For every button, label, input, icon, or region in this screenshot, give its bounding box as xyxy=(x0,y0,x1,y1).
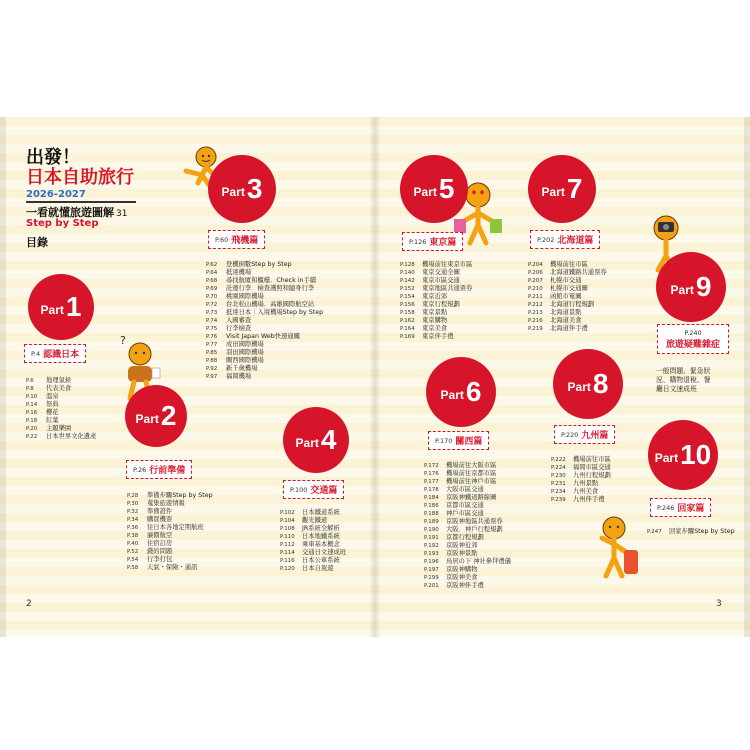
toc-row[interactable]: P.102 日本鐵道系統 xyxy=(280,509,340,516)
toc-row[interactable]: P.108 JR系統全解析 xyxy=(280,525,340,532)
toc-row[interactable]: P.162 東京購物 xyxy=(400,317,448,324)
toc-row[interactable]: P.34 購買機票 xyxy=(127,516,173,523)
toc-row[interactable]: P.77 成田國際機場 xyxy=(206,341,264,348)
toc-row[interactable]: P.18 紅葉 xyxy=(26,417,59,424)
toc-row[interactable]: P.72 台北松山機場．高雄國際航空站 xyxy=(206,301,315,308)
toc-row[interactable]: P.20 主題樂園 xyxy=(26,425,72,432)
toc-row[interactable]: P.110 日本地鐵系統 xyxy=(280,533,340,540)
toc-row[interactable]: P.213 北海道景點 xyxy=(528,309,582,316)
toc-row[interactable]: P.211 函館市電圖 xyxy=(528,293,582,300)
toc-row[interactable]: P.189 京阪神地區共通票券 xyxy=(424,518,503,525)
toc-row[interactable]: P.54 行李打包 xyxy=(127,556,173,563)
part-6-badge: Part 6 xyxy=(426,357,496,427)
toc-row[interactable]: P.70 桃園國際機場 xyxy=(206,293,264,300)
svg-text:?: ? xyxy=(120,334,126,347)
toc-row[interactable]: P.247 回家步驟Step by Step xyxy=(647,528,735,535)
part-3-badge: Part 3 xyxy=(208,155,276,223)
toc-row[interactable]: P.190 大阪．神戶行程規劃 xyxy=(424,526,503,533)
toc-row[interactable]: P.16 櫻花 xyxy=(26,409,59,416)
toc-row[interactable]: P.188 神戶市區交通 xyxy=(424,510,484,517)
toc-row[interactable]: P.116 日本公車系統 xyxy=(280,557,340,564)
toc-row[interactable]: P.14 祭典 xyxy=(26,401,59,408)
part-6-chip[interactable]: P.170 關西篇 xyxy=(428,431,489,450)
toc-row[interactable]: P.196 鳥居の下 神社參拜禮儀 xyxy=(424,558,511,565)
toc-row[interactable]: P.38 廉價航空 xyxy=(127,532,173,539)
toc-row[interactable]: P.193 京阪神景點 xyxy=(424,550,478,557)
book-spread xyxy=(0,117,750,637)
toc-row[interactable]: P.85 羽田國際機場 xyxy=(206,349,264,356)
toc-row[interactable]: P.76 Visit Japan Web快速通關 xyxy=(206,333,300,340)
toc-row[interactable]: P.8 代表美食 xyxy=(26,385,72,392)
toc-row[interactable]: P.206 北海道鐵路共通票券 xyxy=(528,269,607,276)
toc-row[interactable]: P.6 地理氣候 xyxy=(26,377,72,384)
toc-row[interactable]: P.199 京阪神美食 xyxy=(424,574,478,581)
toc-row[interactable]: P.192 京阪神近郊 xyxy=(424,542,478,549)
toc-row[interactable]: P.184 京阪神鐵道路線圖 xyxy=(424,494,497,501)
part-2-badge: Part 2 xyxy=(125,385,187,447)
part-5-list xyxy=(400,261,472,341)
toc-row[interactable]: P.197 京阪神購物 xyxy=(424,566,478,573)
toc-row[interactable]: P.88 關西國際機場 xyxy=(206,357,264,364)
toc-row[interactable]: P.92 新千歲機場 xyxy=(206,365,258,372)
toc-row[interactable]: P.62 登機倒數Step by Step xyxy=(206,261,292,268)
toc-row[interactable]: P.178 大阪市區交通 xyxy=(424,486,484,493)
toc-row[interactable]: P.176 機場前往京都市區 xyxy=(424,470,497,477)
toc-row[interactable]: P.219 北海道伴手禮 xyxy=(528,325,588,332)
toc-row[interactable]: P.207 札幌市交通 xyxy=(528,277,582,284)
part-1-list xyxy=(26,377,96,441)
part-3-list xyxy=(206,261,323,381)
toc-row[interactable]: P.112 乘車基本概念 xyxy=(280,541,340,548)
toc-row[interactable]: P.58 天氣・保險・通訊 xyxy=(127,564,198,571)
part-1-chip[interactable]: P.4 認識日本 xyxy=(24,344,86,363)
toc-row[interactable]: P.239 九州伴手禮 xyxy=(551,496,605,503)
toc-row[interactable]: P.30 蒐集旅遊情報 xyxy=(127,500,185,507)
toc-row[interactable]: P.114 交通日文速成班 xyxy=(280,549,347,556)
part-9-chip[interactable]: P.240 旅遊疑難雜症 xyxy=(657,324,729,354)
toc-row[interactable]: P.104 觀光鐵道 xyxy=(280,517,328,524)
edition-year: 2026-2027 xyxy=(26,189,86,200)
toc-row[interactable]: P.186 京都市區交通 xyxy=(424,502,484,509)
toc-row[interactable]: P.36 往日本各地定期航班 xyxy=(127,524,204,531)
toc-row[interactable]: P.22 日本世界文化遺產 xyxy=(26,433,97,440)
toc-row[interactable]: P.120 日本自駕遊 xyxy=(280,565,334,572)
toc-row[interactable]: P.224 福岡市區交通 xyxy=(551,464,611,471)
toc-row[interactable]: P.172 機場前往大阪市區 xyxy=(424,462,497,469)
toc-row[interactable]: P.69 託運行李．檢查護照和隨身行李 xyxy=(206,285,315,292)
book-subtitle: 一看就懂旅遊圖解 31 xyxy=(26,201,136,220)
toc-row[interactable]: P.177 機場前往神戶市區 xyxy=(424,478,497,485)
part-1-badge: Part 1 xyxy=(28,274,94,340)
right-edge xyxy=(744,117,750,637)
page-number-right: 3 xyxy=(716,599,722,609)
toc-heading: 目錄 xyxy=(26,236,48,249)
toc-row[interactable]: P.210 札幌市交通圖 xyxy=(528,285,588,292)
toc-row[interactable]: P.97 福岡機場 xyxy=(206,373,252,380)
left-edge xyxy=(0,117,6,637)
toc-row[interactable]: P.154 東京近郊 xyxy=(400,293,448,300)
toc-row[interactable]: P.140 東京交通全圖 xyxy=(400,269,460,276)
book-spine xyxy=(370,117,380,637)
part-9-note[interactable]: 一般問題、緊急狀況、購物退稅、餐廳日文速成班 xyxy=(656,367,711,393)
toc-row[interactable]: P.28 準備步驟Step by Step xyxy=(127,492,213,499)
toc-row[interactable]: P.231 九州景點 xyxy=(551,480,599,487)
part-10-list xyxy=(647,528,735,536)
toc-row[interactable]: P.142 東京市區交通 xyxy=(400,277,460,284)
part-9-badge: Part 9 xyxy=(656,252,726,322)
part-3-chip[interactable]: P.60 飛機篇 xyxy=(208,230,265,249)
part-10-badge: Part 10 xyxy=(648,420,718,490)
toc-row[interactable]: P.158 東京景點 xyxy=(400,309,448,316)
part-8-list xyxy=(551,456,611,504)
toc-row[interactable]: P.164 東京美食 xyxy=(400,325,448,332)
toc-row[interactable]: P.64 抵達機場 xyxy=(206,269,252,276)
book-title: 出發！ 日本自助旅行 xyxy=(26,147,134,188)
toc-row[interactable]: P.75 行李檢查 xyxy=(206,325,252,332)
toc-row[interactable]: P.32 準備證件 xyxy=(127,508,173,515)
page-number-left: 2 xyxy=(26,599,32,609)
toc-row[interactable]: P.169 東京伴手禮 xyxy=(400,333,454,340)
part-5-badge: Part 5 xyxy=(400,155,468,223)
part-10-chip[interactable]: P.246 回家篇 xyxy=(650,498,711,517)
part-7-chip[interactable]: P.202 北海道篇 xyxy=(530,230,600,249)
part-4-badge: Part 4 xyxy=(283,407,349,473)
part-4-chip[interactable]: P.100 交通篇 xyxy=(283,480,344,499)
toc-row[interactable]: P.74 入國審查 xyxy=(206,317,252,324)
toc-row[interactable]: P.68 尋找航廈和櫃檯．Check in手續 xyxy=(206,277,317,284)
part-8-badge: Part 8 xyxy=(553,349,623,419)
toc-row[interactable]: P.73 抵達日本｜入境機場Step by Step xyxy=(206,309,324,316)
toc-row[interactable]: P.234 九州美食 xyxy=(551,488,599,495)
toc-row[interactable]: P.52 錢的問題 xyxy=(127,548,173,555)
part-4-list xyxy=(280,509,346,573)
toc-row[interactable]: P.212 北海道行程規劃 xyxy=(528,301,595,308)
part-6-list xyxy=(424,462,511,590)
toc-row[interactable]: P.191 京都行程規劃 xyxy=(424,534,484,541)
toc-row[interactable]: P.230 九州行程規劃 xyxy=(551,472,611,479)
part-8-chip[interactable]: P.220 九州篇 xyxy=(554,425,615,444)
part-7-list xyxy=(528,261,607,333)
part-2-chip[interactable]: P.26 行前準備 xyxy=(126,460,192,479)
toc-row[interactable]: P.10 溫泉 xyxy=(26,393,59,400)
part-5-chip[interactable]: P.126 東京篇 xyxy=(402,232,463,251)
toc-row[interactable]: P.216 北海道美食 xyxy=(528,317,582,324)
mascot-suitcase-icon xyxy=(592,512,642,582)
toc-row[interactable]: P.222 機場前往市區 xyxy=(551,456,611,463)
toc-row[interactable]: P.40 住宿訂房 xyxy=(127,540,173,547)
part-2-list xyxy=(127,492,213,572)
toc-row[interactable]: P.201 京阪神伴手禮 xyxy=(424,582,484,589)
toc-row[interactable]: P.204 機場前往市區 xyxy=(528,261,588,268)
toc-row[interactable]: P.156 東京行程規劃 xyxy=(400,301,460,308)
toc-row[interactable]: P.152 東京地區共通票券 xyxy=(400,285,473,292)
toc-row[interactable]: P.128 機場前往東京市區 xyxy=(400,261,473,268)
part-7-badge: Part 7 xyxy=(528,155,596,223)
step-by-step-label: Step by Step xyxy=(26,218,99,229)
